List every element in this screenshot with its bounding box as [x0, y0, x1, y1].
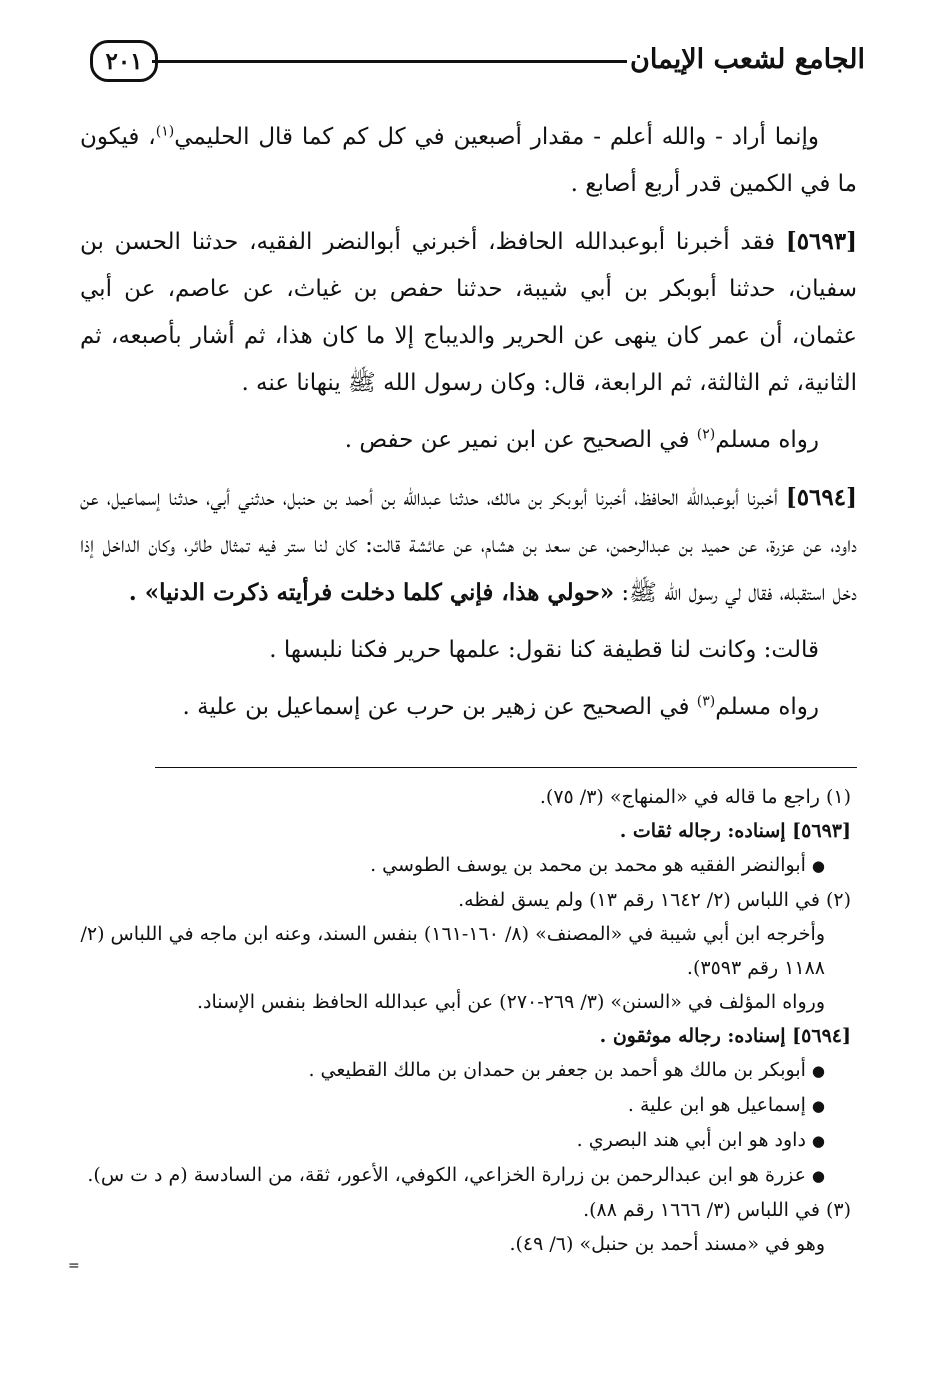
hadith-number: [٥٦٩٣]	[785, 228, 858, 255]
intro-text: وإنما أراد - والله أعلم - مقدار أصبعين في كل كم كما قال الحليمي	[174, 124, 819, 150]
isnad-5694: [٥٦٩٤] إسناده: رجاله موثقون .	[599, 1025, 851, 1047]
bullet-icon: ●	[811, 1167, 825, 1185]
narration-text-cont: في الصحيح عن زهير بن حرب عن إسماعيل بن علية .	[182, 694, 690, 720]
bullet-item	[80, 1123, 851, 1158]
footnote-2-cont: ورواه المؤلف في «السنن» (٣/ ٢٦٩-٢٧٠) عن أبي عبدالله الحافظ بنفس الإسناد.	[197, 991, 825, 1013]
footnote-3-cont: وهو في «مسند أحمد بن حنبل» (٦/ ٤٩).	[509, 1233, 825, 1255]
paragraph-intro	[80, 114, 857, 208]
page-header	[82, 34, 865, 94]
margin-mark: =	[68, 1258, 80, 1274]
bullet-text: إسماعيل هو ابن علية .	[627, 1094, 806, 1116]
intro-text-cont: ، فيكون ما في الكمين قدر أربع أصابع .	[80, 124, 857, 197]
bullet-item	[80, 1158, 851, 1193]
footnote-2: (٢) في اللباس (٢/ ١٦٤٢ رقم ١٣) ولم يسق لفظه.	[458, 889, 851, 911]
bullet-text: داود هو ابن أبي هند البصري .	[576, 1129, 806, 1151]
hadith-text: فقد أخبرنا أبوعبدالله الحافظ، أخبرني أبوالنضر الفقيه، حدثنا الحسن بن سفيان، حدثنا أبوبكر بن أبي شيبة، حدثنا حفص بن غياث، عن عاصم، عن أبي عثمان، أن عمر كان ينهى عن الحرير والديباج إلا ما كان هذا، ثم أشار بأصبعه، ثم الثانية، ثم الثالثة، ثم الرابعة، قال: وكان رسول الله ﷺ ينهانا عنه .	[80, 229, 857, 396]
bullet-icon: ●	[811, 857, 825, 875]
hadith-5694	[80, 474, 857, 617]
narration-text-cont: في الصحيح عن ابن نمير عن حفص .	[344, 427, 690, 453]
bullet-item	[80, 1088, 851, 1123]
narration-text: رواه مسلم	[715, 694, 819, 720]
bullet-icon: ●	[811, 1062, 825, 1080]
footnote-3: (٣) في اللباس (٣/ ١٦٦٦ رقم ٨٨).	[583, 1199, 851, 1221]
main-text	[80, 114, 857, 741]
bullet-icon: ●	[811, 1097, 825, 1115]
isnad-5693: [٥٦٩٣] إسناده: رجاله ثقات .	[619, 820, 851, 842]
hadith-number: [٥٦٩٤]	[785, 484, 858, 511]
bullet-icon: ●	[811, 1132, 825, 1150]
narration-5693	[80, 417, 857, 464]
page-number: ٢٠١	[90, 40, 158, 82]
bullet-item	[80, 1053, 851, 1088]
bullet-text: أبوالنضر الفقيه هو محمد بن محمد بن يوسف الطوسي .	[370, 854, 806, 876]
paragraph-qalat: قالت: وكانت لنا قطيفة كنا نقول: علمها حرير فكنا نلبسها .	[269, 637, 819, 663]
footnotes	[80, 780, 851, 1261]
bullet-item	[80, 848, 851, 883]
footnote-ref-2: (٢)	[696, 426, 716, 443]
narration-text: رواه مسلم	[715, 427, 819, 453]
header-rule	[152, 60, 627, 63]
book-title: الجامع لشعب الإيمان	[630, 44, 865, 75]
footnote-ref-1: (١)	[155, 123, 175, 140]
bullet-text: عزرة هو ابن عبدالرحمن بن زرارة الخزاعي، الكوفي، الأعور، ثقة، من السادسة (م د ت س).	[87, 1164, 806, 1186]
hadith-5693	[80, 218, 857, 407]
hadith-text: أخبرنا أبوعبدالله الحافظ، أخبرنا أبوبكر بن مالك، حدثنا عبدالله بن أحمد بن حنبل، حدثني أبي، حدثنا إسماعيل، عن داود، عن عزرة، عن حميد بن عبدالرحمن، عن سعد بن هشام، عن عائشة قالت: كان لنا ستر فيه تمثال طائر، وكان الداخل إذا دخل استقبله، فقال لي رسول الله ﷺ:	[80, 485, 857, 606]
footnote-1: (١) راجع ما قاله في «المنهاج» (٣/ ٧٥).	[539, 786, 851, 808]
bullet-text: أبوبكر بن مالك هو أحمد بن جعفر بن حمدان بن مالك القطيعي .	[308, 1059, 806, 1081]
footnote-ref-3: (٣)	[696, 693, 716, 710]
narration-5694	[80, 684, 857, 731]
hadith-quote: «حولي هذا، فإني كلما دخلت فرأيته ذكرت الدنيا» .	[128, 579, 615, 606]
footnote-separator	[155, 767, 857, 768]
footnote-2-cont: وأخرجه ابن أبي شيبة في «المصنف» (٨/ ١٦٠-١٦١) بنفس السند، وعنه ابن ماجه في اللباس (٢/ ١١٨٨ رقم ٣٥٩٣).	[80, 923, 825, 979]
